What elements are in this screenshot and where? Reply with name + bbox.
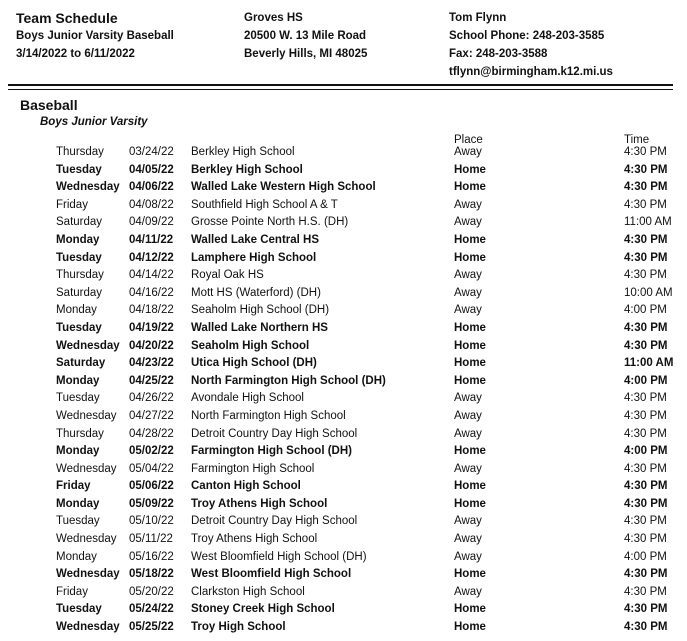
game-place: Home bbox=[454, 181, 486, 194]
game-time: 4:30 PM bbox=[624, 621, 668, 634]
game-row bbox=[0, 496, 687, 514]
game-row bbox=[0, 513, 687, 531]
game-row bbox=[0, 549, 687, 567]
game-day: Wednesday bbox=[56, 181, 120, 194]
game-time: 4:30 PM bbox=[624, 480, 668, 493]
game-time: 10:00 AM bbox=[624, 286, 673, 299]
game-row bbox=[0, 232, 687, 250]
game-place: Home bbox=[454, 621, 486, 634]
game-row bbox=[0, 390, 687, 408]
game-time: 4:30 PM bbox=[624, 497, 668, 510]
game-opponent: Clarkston High School bbox=[191, 585, 305, 598]
game-day: Saturday bbox=[56, 216, 103, 229]
game-day: Wednesday bbox=[56, 621, 120, 634]
game-row bbox=[0, 338, 687, 356]
game-place: Away bbox=[454, 392, 482, 405]
game-date: 05/25/22 bbox=[129, 621, 174, 634]
game-day: Saturday bbox=[56, 357, 106, 370]
game-day: Monday bbox=[56, 497, 100, 510]
contact-name: Tom Flynn bbox=[449, 12, 507, 24]
game-row bbox=[0, 373, 687, 391]
game-date: 05/16/22 bbox=[129, 550, 174, 563]
game-opponent: Troy Athens High School bbox=[191, 497, 328, 510]
game-day: Monday bbox=[56, 445, 100, 458]
game-time: 4:30 PM bbox=[624, 269, 667, 282]
game-place: Away bbox=[454, 585, 482, 598]
game-date: 04/11/22 bbox=[129, 233, 174, 246]
game-time: 4:30 PM bbox=[624, 603, 668, 616]
school-info bbox=[244, 9, 367, 63]
game-day: Thursday bbox=[56, 146, 104, 158]
game-row bbox=[0, 197, 687, 215]
game-opponent: North Farmington High School (DH) bbox=[191, 374, 386, 387]
game-opponent: Stoney Creek High School bbox=[191, 603, 335, 616]
game-opponent: Walled Lake Northern HS bbox=[191, 321, 328, 334]
game-time: 4:00 PM bbox=[624, 304, 667, 317]
game-date: 05/09/22 bbox=[129, 497, 174, 510]
game-date: 04/09/22 bbox=[129, 216, 174, 229]
game-place: Home bbox=[454, 445, 486, 458]
time-column-header: Time bbox=[624, 134, 650, 146]
game-opponent: Seaholm High School (DH) bbox=[191, 304, 330, 317]
game-date: 05/20/22 bbox=[129, 585, 174, 598]
game-day: Wednesday bbox=[56, 462, 117, 475]
game-row bbox=[0, 426, 687, 444]
game-day: Tuesday bbox=[56, 321, 102, 334]
game-day: Monday bbox=[56, 233, 100, 246]
game-place: Home bbox=[454, 374, 486, 387]
game-time: 4:30 PM bbox=[624, 251, 668, 264]
game-day: Wednesday bbox=[56, 339, 120, 352]
game-opponent: West Bloomfield High School bbox=[191, 568, 352, 581]
game-place: Home bbox=[454, 251, 486, 264]
game-place: Away bbox=[454, 409, 482, 422]
game-opponent: Detroit Country Day High School bbox=[191, 427, 358, 440]
game-place: Home bbox=[454, 480, 486, 493]
game-day: Thursday bbox=[56, 427, 104, 440]
game-day: Tuesday bbox=[56, 251, 102, 264]
level-heading: Boys Junior Varsity bbox=[40, 116, 148, 128]
header-divider-thin bbox=[8, 89, 673, 90]
game-date: 04/19/22 bbox=[129, 321, 174, 334]
game-opponent: Berkley High School bbox=[191, 146, 295, 158]
game-time: 4:30 PM bbox=[624, 515, 667, 528]
game-date: 04/28/22 bbox=[129, 427, 174, 440]
game-day: Thursday bbox=[56, 269, 104, 282]
game-day: Wednesday bbox=[56, 409, 117, 422]
game-opponent: Canton High School bbox=[191, 480, 301, 493]
game-date: 04/16/22 bbox=[129, 286, 174, 299]
game-place: Home bbox=[454, 568, 486, 581]
game-row bbox=[0, 302, 687, 320]
game-date: 04/14/22 bbox=[129, 269, 174, 282]
game-opponent: Southfield High School A & T bbox=[191, 198, 338, 211]
game-opponent: Walled Lake Central HS bbox=[191, 233, 320, 246]
game-place: Away bbox=[454, 304, 482, 317]
game-time: 4:30 PM bbox=[624, 181, 668, 194]
contact-info bbox=[449, 9, 613, 81]
game-time: 4:30 PM bbox=[624, 585, 667, 598]
sport-heading: Baseball bbox=[20, 97, 78, 113]
game-row bbox=[0, 443, 687, 461]
game-date: 05/10/22 bbox=[129, 515, 174, 528]
game-place: Away bbox=[454, 198, 482, 211]
game-time: 4:30 PM bbox=[624, 462, 667, 475]
game-day: Tuesday bbox=[56, 392, 100, 405]
schedule-title: Team Schedule bbox=[16, 10, 118, 26]
contact-email: tflynn@birmingham.k12.mi.us bbox=[449, 66, 613, 78]
game-row bbox=[0, 461, 687, 479]
game-row bbox=[0, 478, 687, 496]
game-place: Home bbox=[454, 163, 486, 176]
game-opponent: Lamphere High School bbox=[191, 251, 317, 264]
game-date: 04/20/22 bbox=[129, 339, 174, 352]
game-opponent: Mott HS (Waterford) (DH) bbox=[191, 286, 321, 299]
game-time: 4:30 PM bbox=[624, 163, 668, 176]
game-time: 4:30 PM bbox=[624, 427, 667, 440]
game-date: 04/23/22 bbox=[129, 357, 174, 370]
game-place: Away bbox=[454, 427, 482, 440]
game-row bbox=[0, 250, 687, 268]
game-place: Away bbox=[454, 515, 482, 528]
game-day: Tuesday bbox=[56, 163, 102, 176]
game-row bbox=[0, 584, 687, 602]
game-row bbox=[0, 162, 687, 180]
game-opponent: Troy Athens High School bbox=[191, 533, 318, 546]
schedule-header bbox=[0, 0, 687, 84]
game-row bbox=[0, 566, 687, 584]
school-phone: School Phone: 248-203-3585 bbox=[449, 30, 605, 42]
game-date: 05/11/22 bbox=[129, 533, 173, 546]
game-time: 11:00 AM bbox=[624, 216, 672, 229]
game-row bbox=[0, 355, 687, 373]
game-day: Saturday bbox=[56, 286, 103, 299]
game-place: Away bbox=[454, 286, 482, 299]
game-opponent: Farmington High School bbox=[191, 462, 315, 475]
game-place: Home bbox=[454, 497, 486, 510]
header-divider-thick bbox=[8, 84, 673, 86]
game-row bbox=[0, 144, 687, 162]
game-opponent: Walled Lake Western High School bbox=[191, 181, 376, 194]
game-place: Away bbox=[454, 550, 482, 563]
game-date: 05/04/22 bbox=[129, 462, 174, 475]
game-day: Friday bbox=[56, 198, 88, 211]
game-day: Friday bbox=[56, 480, 91, 493]
game-time: 4:30 PM bbox=[624, 392, 667, 405]
game-row bbox=[0, 619, 687, 637]
game-row bbox=[0, 408, 687, 426]
game-place: Away bbox=[454, 533, 482, 546]
game-date: 05/02/22 bbox=[129, 445, 174, 458]
game-row bbox=[0, 214, 687, 232]
game-time: 4:00 PM bbox=[624, 445, 668, 458]
school-name: Groves HS bbox=[244, 12, 303, 24]
team-info bbox=[16, 9, 174, 63]
game-date: 04/12/22 bbox=[129, 251, 174, 264]
game-day: Monday bbox=[56, 374, 100, 387]
fax-number: Fax: 248-203-3588 bbox=[449, 48, 548, 60]
game-day: Tuesday bbox=[56, 515, 100, 528]
games-list bbox=[0, 144, 687, 637]
game-opponent: North Farmington High School bbox=[191, 409, 346, 422]
game-place: Home bbox=[454, 233, 486, 246]
game-opponent: Farmington High School (DH) bbox=[191, 445, 352, 458]
game-opponent: Berkley High School bbox=[191, 163, 303, 176]
game-row bbox=[0, 531, 687, 549]
game-time: 4:00 PM bbox=[624, 374, 668, 387]
game-time: 4:30 PM bbox=[624, 568, 668, 581]
game-day: Monday bbox=[56, 550, 97, 563]
game-date: 05/18/22 bbox=[129, 568, 174, 581]
game-date: 05/06/22 bbox=[129, 480, 174, 493]
game-time: 4:30 PM bbox=[624, 533, 667, 546]
game-opponent: Royal Oak HS bbox=[191, 269, 264, 282]
team-name: Boys Junior Varsity Baseball bbox=[16, 30, 174, 42]
game-date: 05/24/22 bbox=[129, 603, 174, 616]
game-date: 04/25/22 bbox=[129, 374, 174, 387]
game-time: 4:00 PM bbox=[624, 550, 667, 563]
game-time: 4:30 PM bbox=[624, 198, 667, 211]
game-date: 04/27/22 bbox=[129, 409, 174, 422]
game-date: 03/24/22 bbox=[129, 146, 174, 158]
game-place: Home bbox=[454, 603, 486, 616]
school-address-line2: Beverly Hills, MI 48025 bbox=[244, 48, 368, 60]
game-date: 04/05/22 bbox=[129, 163, 174, 176]
game-day: Tuesday bbox=[56, 603, 102, 616]
game-opponent: Detroit Country Day High School bbox=[191, 515, 358, 528]
season-date-range: 3/14/2022 to 6/11/2022 bbox=[16, 48, 135, 60]
game-opponent: Avondale High School bbox=[191, 392, 304, 405]
game-place: Home bbox=[454, 357, 486, 370]
game-day: Wednesday bbox=[56, 568, 120, 581]
game-opponent: West Bloomfield High School (DH) bbox=[191, 550, 367, 563]
game-day: Wednesday bbox=[56, 533, 117, 546]
game-opponent: Seaholm High School bbox=[191, 339, 310, 352]
school-address-line1: 20500 W. 13 Mile Road bbox=[244, 30, 367, 42]
game-date: 04/08/22 bbox=[129, 198, 174, 211]
game-row bbox=[0, 267, 687, 285]
game-opponent: Utica High School (DH) bbox=[191, 357, 317, 370]
game-time: 4:30 PM bbox=[624, 146, 667, 158]
game-date: 04/06/22 bbox=[129, 181, 174, 194]
game-place: Home bbox=[454, 321, 486, 334]
game-row bbox=[0, 179, 687, 197]
game-row bbox=[0, 601, 687, 619]
game-place: Away bbox=[454, 462, 482, 475]
game-opponent: Troy High School bbox=[191, 621, 286, 634]
game-time: 4:30 PM bbox=[624, 321, 668, 334]
game-place: Home bbox=[454, 339, 486, 352]
game-time: 11:00 AM bbox=[624, 357, 674, 370]
game-day: Monday bbox=[56, 304, 97, 317]
place-column-header: Place bbox=[454, 134, 483, 146]
game-opponent: Grosse Pointe North H.S. (DH) bbox=[191, 216, 349, 229]
game-day: Friday bbox=[56, 585, 88, 598]
game-time: 4:30 PM bbox=[624, 339, 668, 352]
game-place: Away bbox=[454, 146, 482, 158]
game-time: 4:30 PM bbox=[624, 409, 667, 422]
game-date: 04/18/22 bbox=[129, 304, 174, 317]
game-row bbox=[0, 285, 687, 303]
game-time: 4:30 PM bbox=[624, 233, 668, 246]
game-place: Away bbox=[454, 269, 482, 282]
game-date: 04/26/22 bbox=[129, 392, 174, 405]
game-row bbox=[0, 320, 687, 338]
game-place: Away bbox=[454, 216, 482, 229]
